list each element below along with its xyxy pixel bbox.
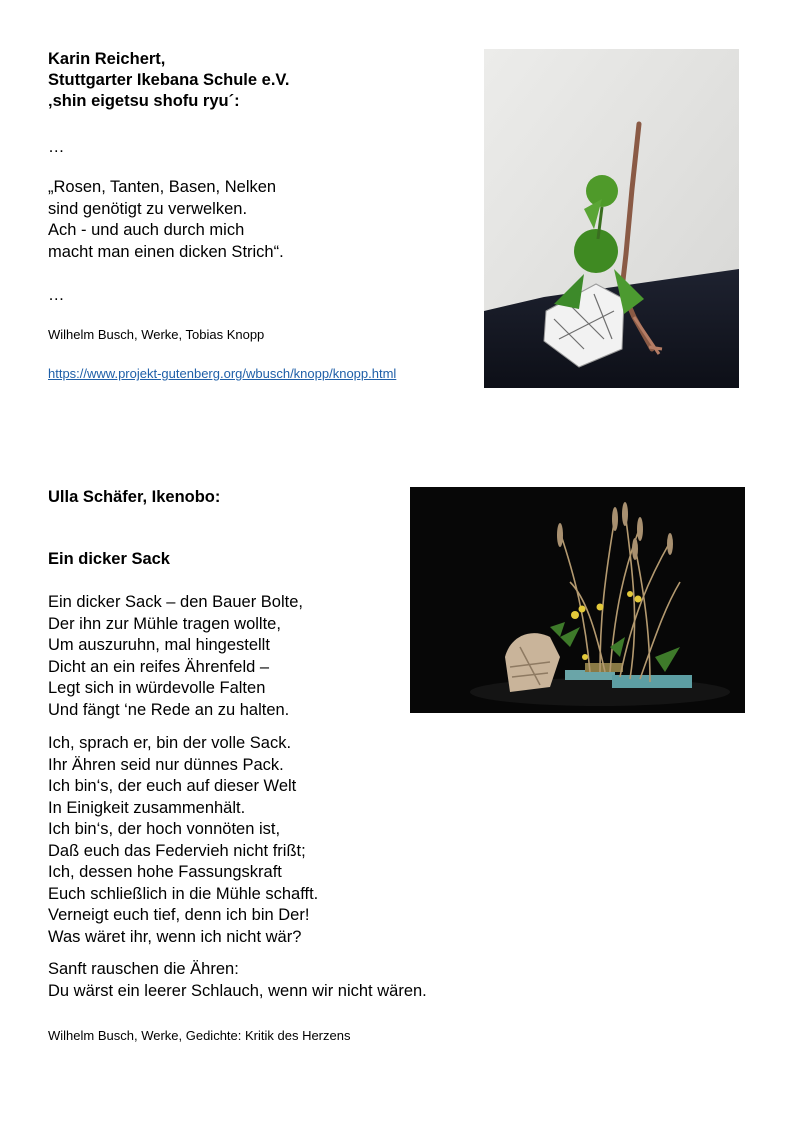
poem-stanza-1	[48, 592, 303, 721]
poem-line: Ich bin‘s, der hoch vonnöten ist,	[48, 820, 281, 838]
source-citation-2: Wilhelm Busch, Werke, Gedichte: Kritik des Herzens	[48, 1028, 351, 1043]
heading-schaefer: Ulla Schäfer, Ikenobo:	[48, 488, 221, 506]
heading-line: Stuttgarter Ikebana Schule e.V.	[48, 71, 290, 89]
ellipsis-bottom: …	[48, 286, 65, 304]
section-1	[48, 49, 289, 112]
poem-stanza-2	[48, 733, 318, 948]
ikebana-photo-reichert	[484, 49, 739, 388]
poem-line: Ein dicker Sack – den Bauer Bolte,	[48, 593, 303, 611]
heading-line: Karin Reichert,	[48, 50, 166, 68]
poem-line: macht man einen dicken Strich“.	[48, 242, 284, 261]
gutenberg-link[interactable]: https://www.projekt-gutenberg.org/wbusch/knopp/knopp.html	[48, 366, 397, 381]
poem-line: Und fängt ‘ne Rede an zu halten.	[48, 700, 290, 719]
poem-line: Dicht an ein reifes Ährenfeld –	[48, 657, 270, 676]
poem-line: Ach - und auch durch mich	[48, 221, 245, 239]
poem-line: Daß euch das Federvieh nicht frißt;	[48, 841, 306, 860]
poem-line: Euch schließlich in die Mühle schafft.	[48, 884, 319, 903]
poem-line: Ich, dessen hohe Fassungskraft	[48, 863, 282, 881]
poem-title: Ein dicker Sack	[48, 550, 170, 568]
poem-line: Ich, sprach er, bin der volle Sack.	[48, 734, 292, 752]
ellipsis-top: …	[48, 138, 65, 156]
poem-line: Um auszuruhn, mal hingestellt	[48, 636, 270, 654]
poem-line: Was wäret ihr, wenn ich nicht wär?	[48, 927, 302, 946]
poem-knopp	[48, 177, 284, 263]
ikebana-photo-schaefer	[410, 487, 745, 713]
poem-line: Sanft rauschen die Ähren:	[48, 960, 239, 978]
poem-line: Der ihn zur Mühle tragen wollte,	[48, 614, 281, 633]
heading-line: ‚shin eigetsu shofu ryu´:	[48, 92, 240, 110]
poem-stanza-3	[48, 959, 427, 1002]
poem-line: sind genötigt zu verwelken.	[48, 199, 248, 218]
poem-line: Verneigt euch tief, denn ich bin Der!	[48, 906, 310, 924]
poem-line: Ich bin‘s, der euch auf dieser Welt	[48, 777, 297, 795]
poem-line: In Einigkeit zusammenhält.	[48, 798, 246, 817]
poem-line: „Rosen, Tanten, Basen, Nelken	[48, 178, 277, 196]
source-citation: Wilhelm Busch, Werke, Tobias Knopp	[48, 327, 265, 342]
poem-line: Ihr Ähren seid nur dünnes Pack.	[48, 755, 284, 774]
poem-line: Du wärst ein leerer Schlauch, wenn wir nicht wären.	[48, 981, 427, 1000]
poem-line: Legt sich in würdevolle Falten	[48, 679, 266, 697]
